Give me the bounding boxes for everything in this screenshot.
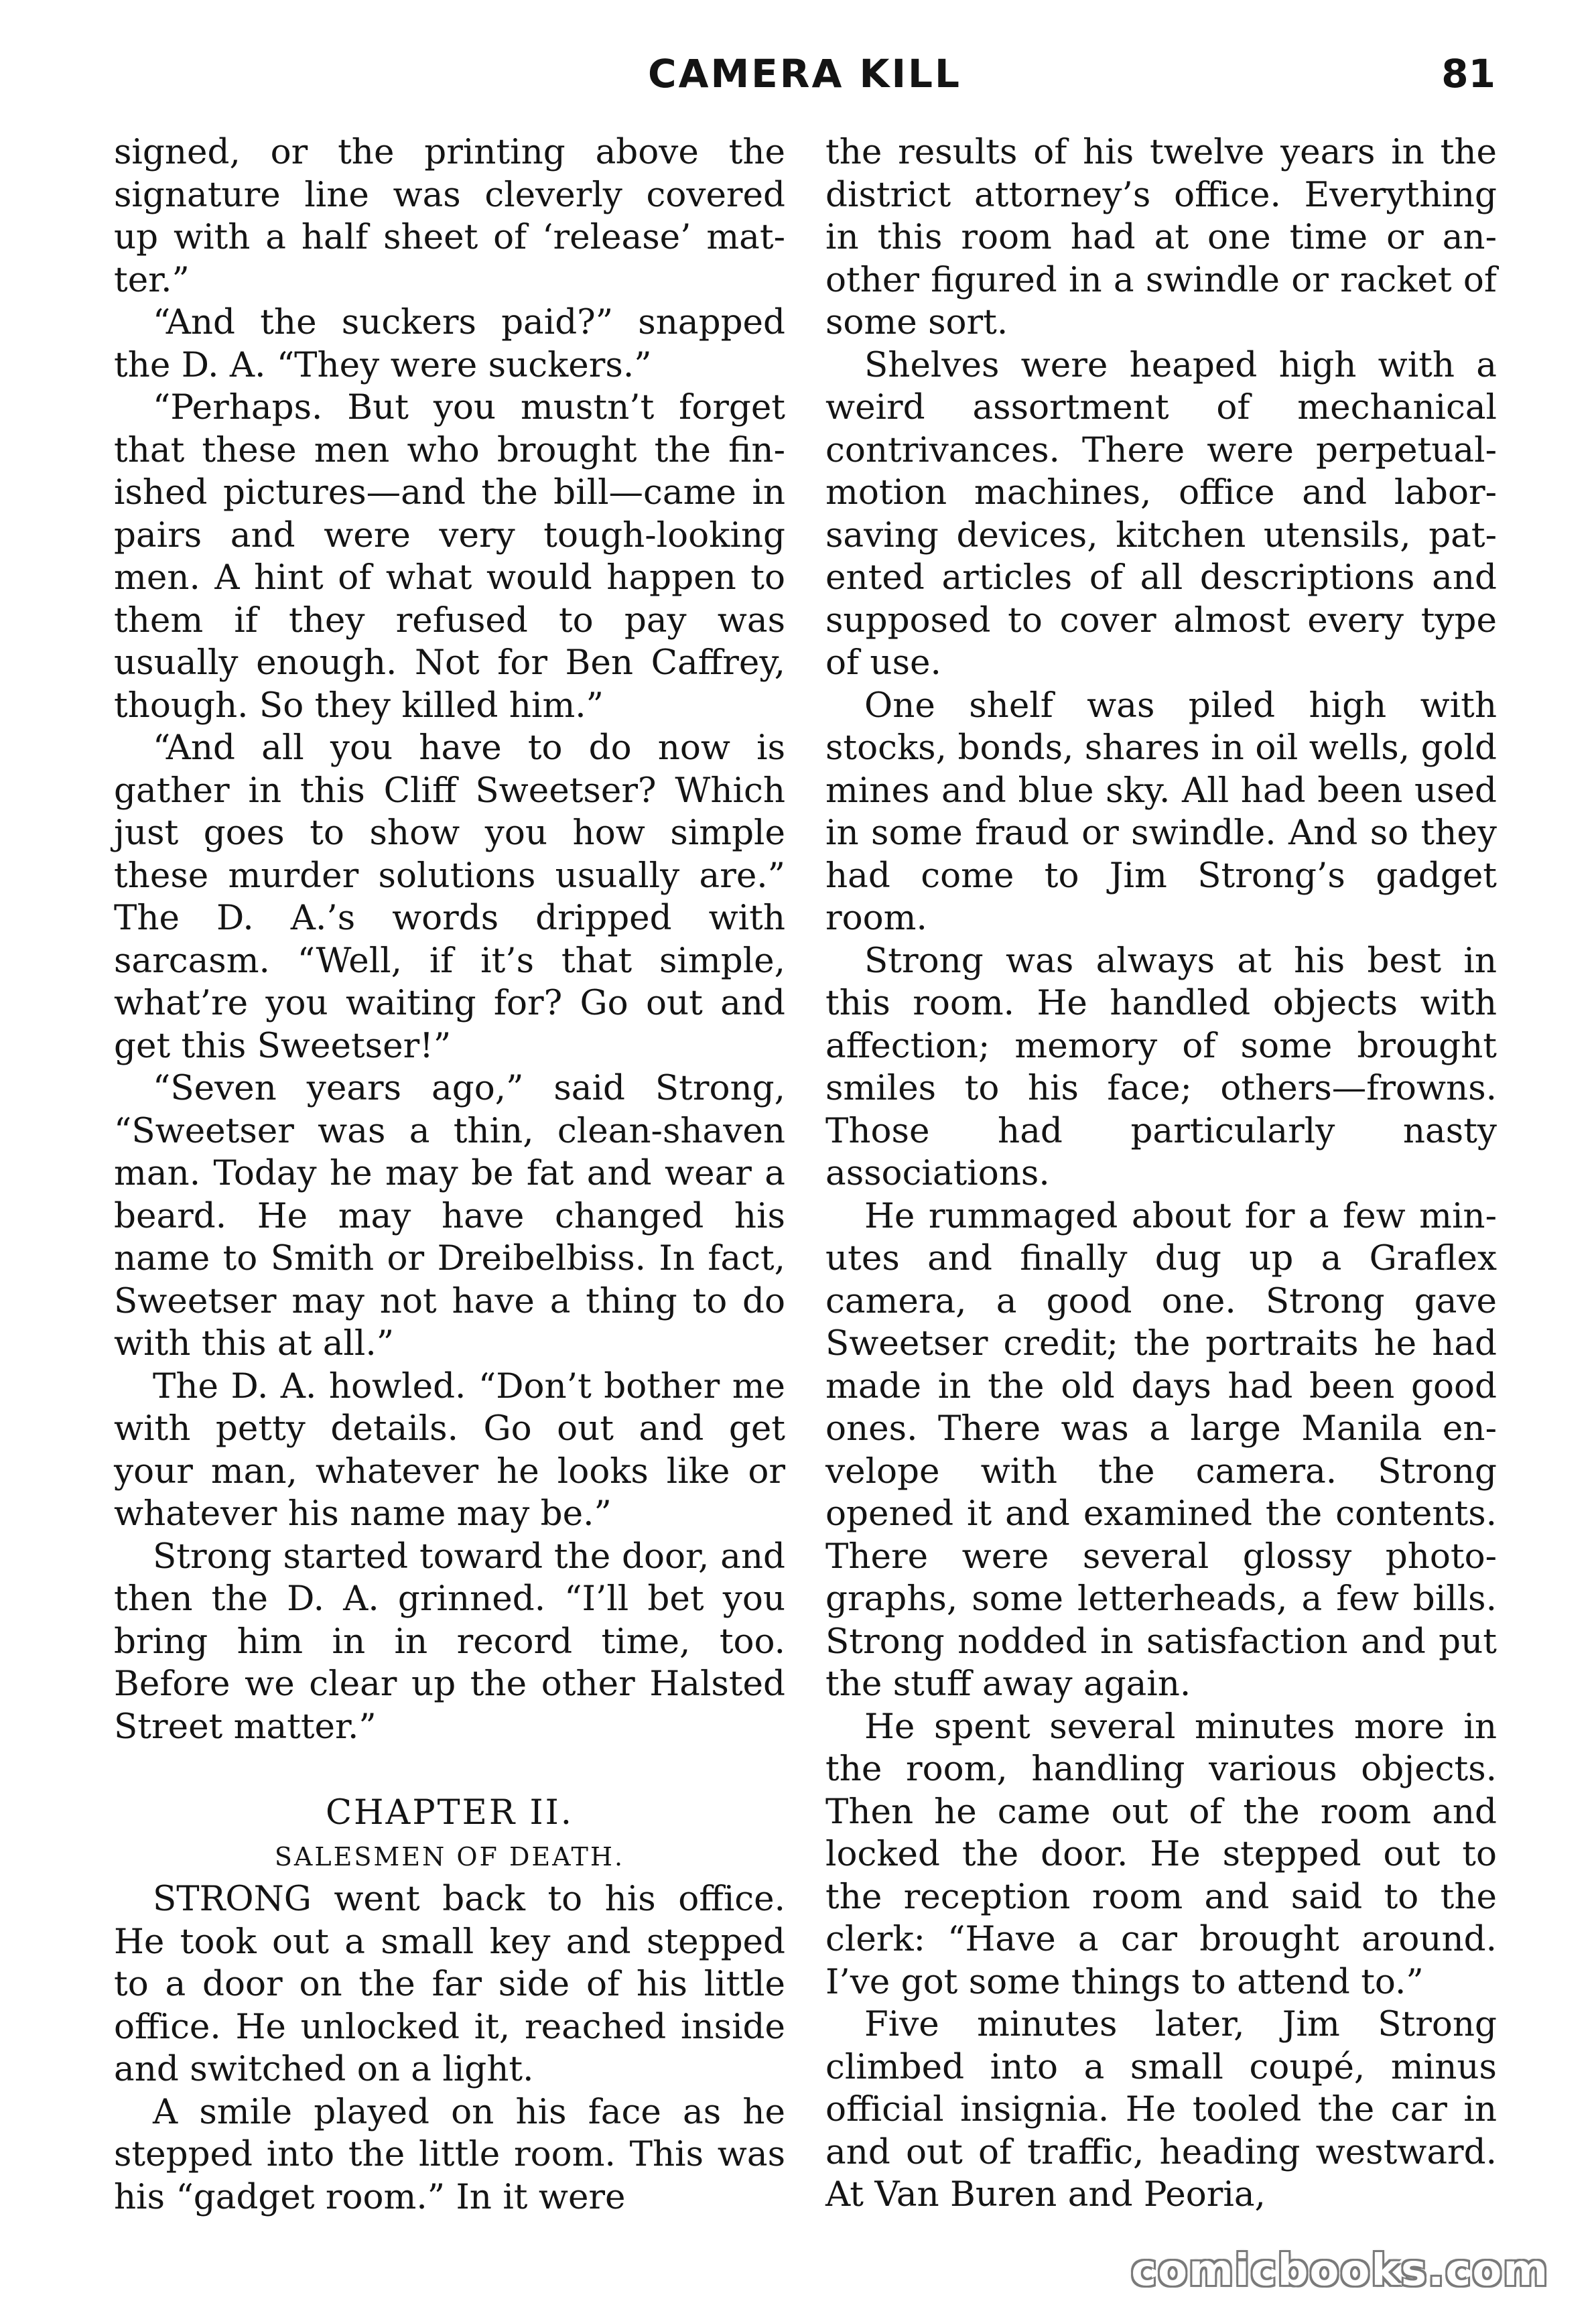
paragraph: “Seven years ago,” said Strong, “Sweetser was a thin, clean-shaven man. Today he may be fat and wear a beard. He may have changed his name to Smith or Dreibelbiss. In fact, Sweetser may not have a thing to do with this at all.” [114,1068,785,1364]
paragraph: The D. A. howled. “Don’t bother me with petty details. Go out and get your man, whatever he looks like or whatever his name may be.” [114,1366,785,1534]
paragraph: STRONG went back to his office. He took out a small key and stepped to a door on the far side of his little office. He unlocked it, reached inside and switched on a light. [114,1879,785,2089]
chapter-spacer [114,1748,785,1791]
chapter-title: CHAPTER II. [325,1793,574,1833]
paragraph: Strong started toward the door, and then the D. A. grinned. “I’ll bet you bring him in in record time, too. Before we clear up the other Halsted Street matter.” [114,1536,785,1747]
paragraph: “Perhaps. But you mustn’t forget that these men who brought the finished pictures—and the bill—came in pairs and were very tough-looking men. A hint of what would happen to them if they refused to pay was usually enough. Not for Ben Caffrey, though. So they killed him.” [114,387,785,726]
paragraph: “And all you have to do now is gather in this Cliff Sweetser? Which just goes to show you how simple these murder solutions usually are.” The D. A.’s words dripped with sarcasm. “Well, if it’s that simple, what’re you waiting for? Go out and get this Sweetser!” [114,728,785,1066]
paragraph: signed, or the printing above the signature line was cleverly covered up with a half sheet of ‘release’ matter.” [114,132,785,300]
paragraph: Five minutes later, Jim Strong climbed into a small coupé, minus official insignia. He tooled the car in and out of traffic, heading westward. At Van Buren and Peoria, [825,2004,1497,2215]
running-title: CAMERA KILL [648,51,961,96]
page-number: 81 [1441,51,1495,96]
paragraph: A smile played on his face as he stepped into the little room. This was his “gadget room.” In it were [114,2091,785,2217]
paragraph: He spent several minutes more in the room, handling various objects. Then he came out of the room and locked the door. He stepped out to the reception room and said to the clerk: “Have a car brought around. I’ve got some things to attend to.” [825,1706,1497,2002]
chapter-subtitle: SALESMEN OF DEATH. [274,1842,625,1871]
page-header [114,44,1495,111]
right-column [825,131,1497,2217]
paragraph: “And the suckers paid?” snapped the D. A. “They were suckers.” [114,302,785,385]
paragraph: He rummaged about for a few minutes and finally dug up a Graflex camera, a good one. Strong gave Sweetser credit; the portraits he had made in the old days had been good ones. There was a large Manila envelope with the camera. Strong opened it and examined the contents. There were several glossy photographs, some letterheads, a few bills. Strong nodded in satisfaction and put the stuff away again. [825,1195,1497,1704]
paragraph: One shelf was piled high with stocks, bonds, shares in oil wells, gold mines and blue sky. All had been used in some fraud or swindle. And so they had come to Jim Strong’s gadget room. [825,685,1497,938]
left-column [114,131,785,2219]
paragraph: Shelves were heaped high with a weird assortment of mechanical contrivances. There were perpetual-motion machines, office and labor-saving devices, kitchen utensils, patented articles of all descriptions and supposed to cover almost every type of use. [825,344,1497,683]
paragraph: Strong was always at his best in this room. He handled objects with affection; memory of some brought smiles to his face; others—frowns. Those had particularly nasty associations. [825,940,1497,1193]
watermark: comicbooks.com [1131,2246,1549,2296]
paragraph: the results of his twelve years in the district attorney’s office. Everything in this room had at one time or another figured in a swindle or racket of some sort. [825,132,1497,342]
